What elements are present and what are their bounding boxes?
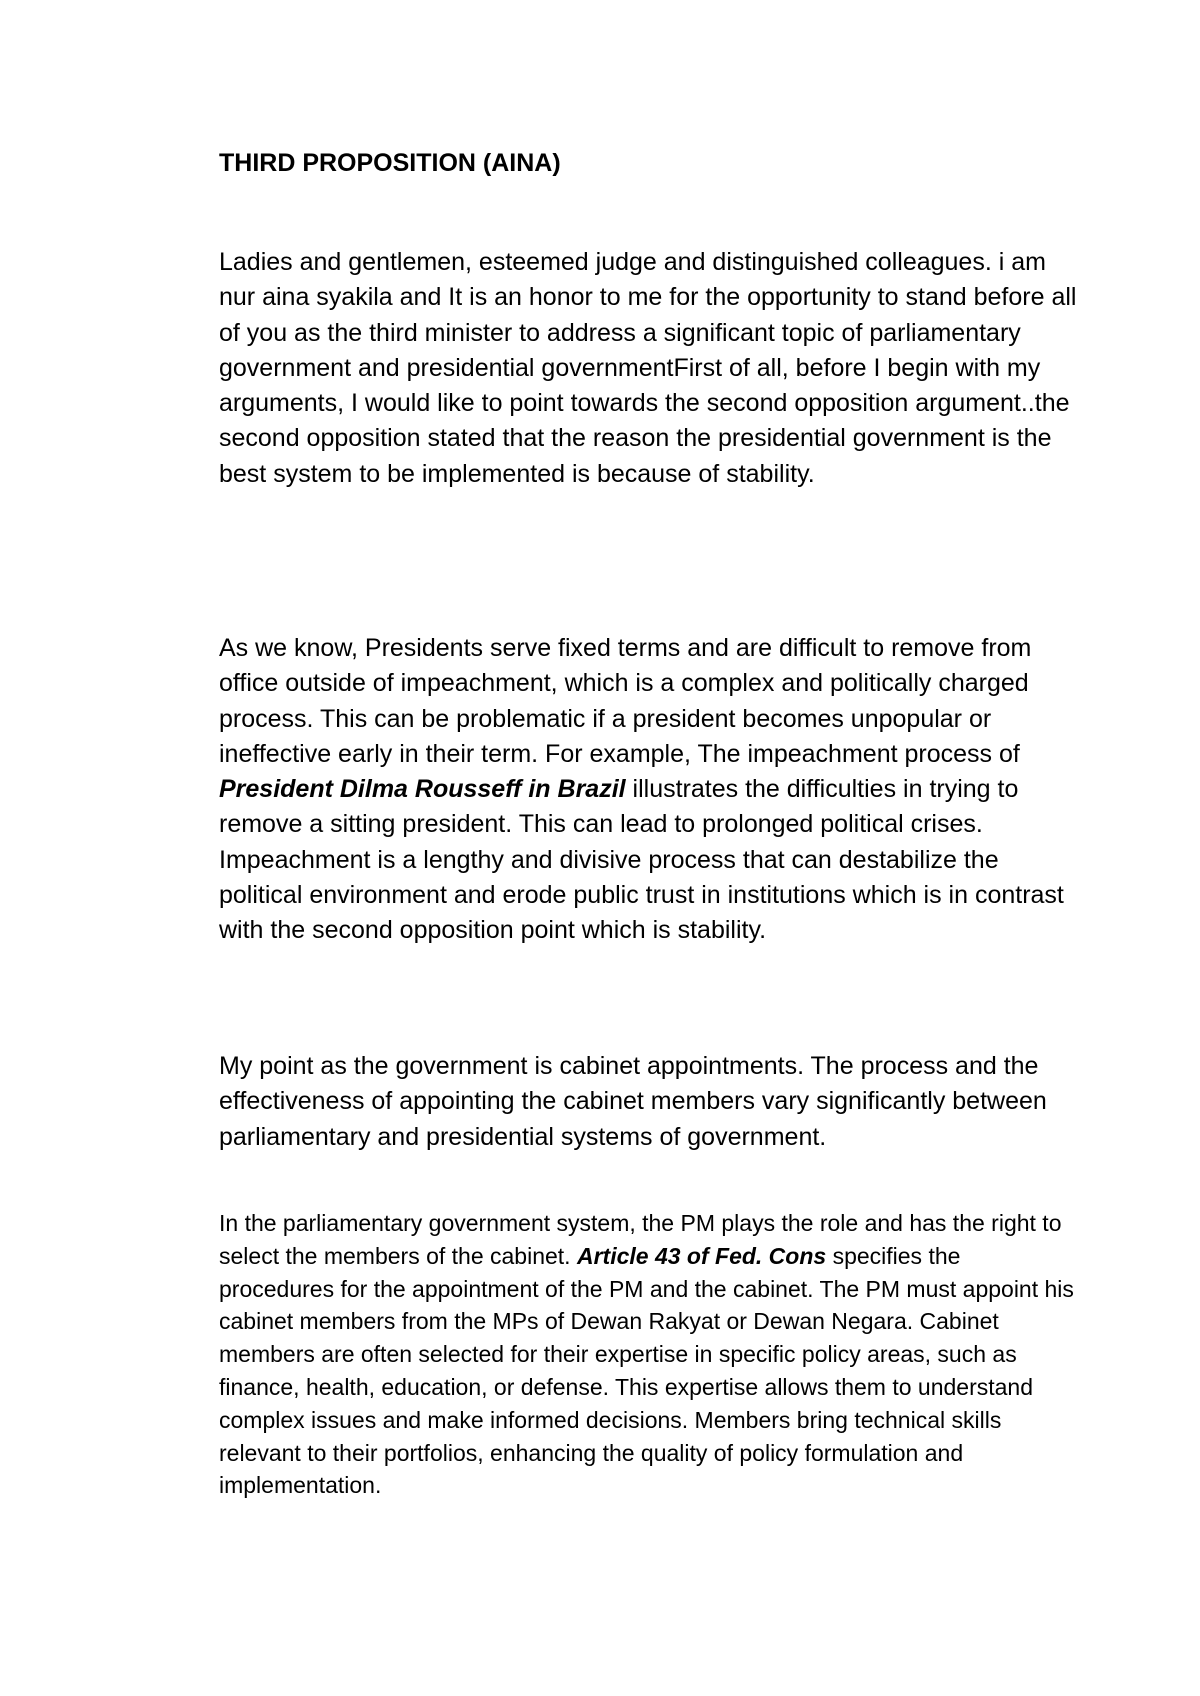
paragraph-parliamentary-text-end: specifies the procedures for the appointment of the PM and the cabinet. The PM must appoint his cabinet members from the MPs of Dewan Rakyat or Dewan Negara. Cabinet members are often selected for their expertise in specific policy areas, such as finance, health, education, or defense. This expertise allows them to understand complex issues and make informed decisions. Members bring technical skills relevant to their portfolios, enhancing the quality of policy formulation and implementation. [219, 1242, 1074, 1499]
paragraph-impeachment-text-end: illustrates the difficulties in trying to remove a sitting president. This can lead to prolonged political crises. Impeachment is a lengthy and divisive process that can destabilize the political environment and erode public trust in institutions which is in contrast with the second opposition point which is stability. [219, 775, 1064, 945]
emphasis-article-43: Article 43 of Fed. Cons [576, 1242, 827, 1269]
document-title: THIRD PROPOSITION (AINA) [219, 149, 561, 177]
paragraph-impeachment-text-start: As we know, Presidents serve fixed terms and are difficult to remove from office outside of impeachment, which is a complex and politically charged process. This can be problematic if a president becomes unpopular or ineffective early in their term. For example, The impeachment process of [219, 634, 1032, 768]
paragraph-parliamentary-text-start: In the parliamentary government system, the PM plays the role and has the right to select the members of the cabinet. [219, 1210, 1062, 1269]
paragraph-introduction: Ladies and gentlemen, esteemed judge and distinguished colleagues. i am nur aina syakila and It is an honor to me for the opportunity to stand before all of you as the third minister to address a significant topic of parliamentary government and presidential governmentFirst of all, before I begin with my arguments, I would like to point towards the second opposition argument..the second opposition stated that the reason the presidential government is the best system to be implemented is because of stability. [219, 248, 1077, 488]
paragraph-cabinet-point: My point as the government is cabinet appointments. The process and the effectiveness of appointing the cabinet members vary significantly between parliamentary and presidential systems of government. [219, 1052, 1047, 1151]
paragraph-impeachment [219, 631, 1079, 949]
emphasis-dilma-rousseff: President Dilma Rousseff in Brazil [219, 775, 626, 804]
paragraph-parliamentary-cabinet [219, 1207, 1079, 1502]
